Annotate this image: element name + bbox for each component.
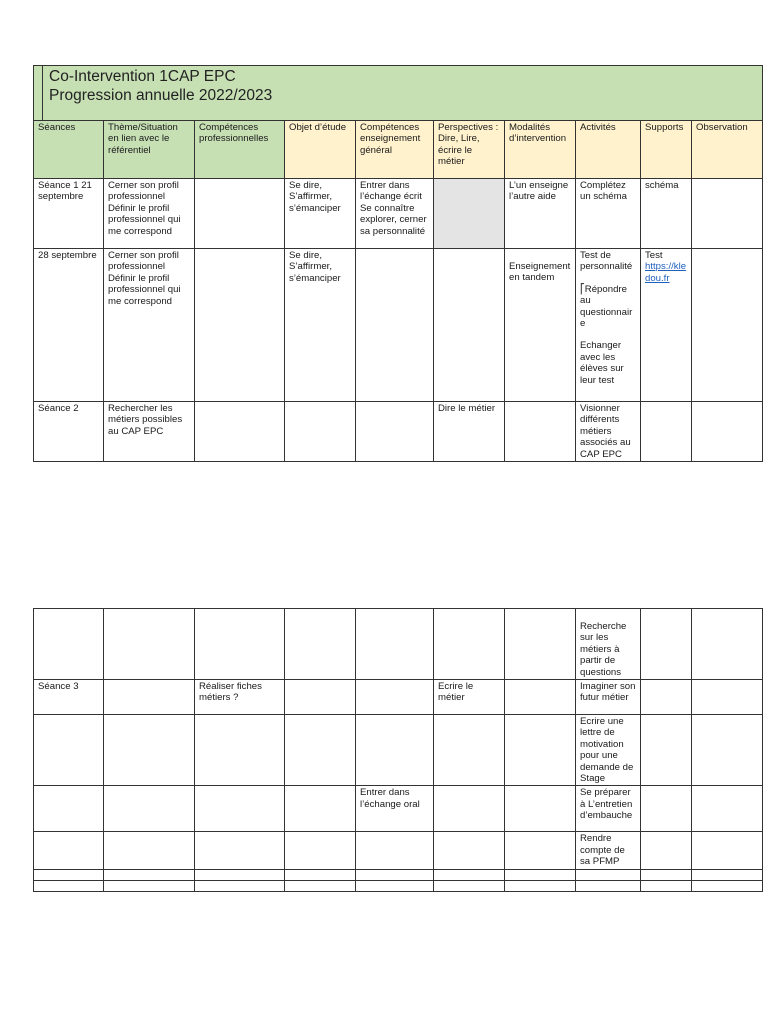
table-row — [34, 786, 763, 832]
header-modalites: Modalités d’intervention — [505, 121, 576, 179]
cell-seance: Séance 1 21 septembre — [34, 179, 104, 249]
header-theme: Thème/Situation en lien avec le référentiel — [104, 121, 195, 179]
header-observation: Observation — [692, 121, 763, 179]
table-row — [34, 680, 763, 715]
header-objet: Objet d’étude — [285, 121, 356, 179]
supports-link[interactable]: https://kledou.fr — [645, 261, 687, 284]
cell-comp-pro — [195, 402, 285, 462]
cell-activites: Recherche sur les métiers à partir de questions — [576, 609, 641, 680]
progression-table-continued — [33, 608, 763, 892]
cell-observation — [692, 249, 763, 402]
cell-activites: Complétez un schéma — [576, 179, 641, 249]
header-perspectives: Perspectives : Dire, Lire, écrire le métier — [434, 121, 505, 179]
cell-theme: Cerner son profil professionnel Définir le profil professionnel qui me correspond — [104, 179, 195, 249]
table-row — [34, 869, 763, 880]
cell-modalites: L’un enseigne l’autre aide — [505, 179, 576, 249]
cell-activites: Test de personnalité ⎡Répondre au questionnaire Echanger avec les élèves sur leur test — [576, 249, 641, 402]
cell-perspectives — [434, 179, 505, 249]
cell-seance: Séance 2 — [34, 402, 104, 462]
cell-perspectives — [434, 249, 505, 402]
cell-seance: 28 septembre — [34, 249, 104, 402]
title-line-1: Co-Intervention 1CAP EPC — [49, 68, 236, 85]
table-row — [34, 609, 763, 680]
cell-activites: Se préparer à L’entretien d’embauche — [576, 786, 641, 832]
cell-objet: Se dire, S’affirmer, s’émanciper — [285, 179, 356, 249]
cell-comp-pro: Réaliser fiches métiers ? — [195, 680, 285, 715]
cell-comp-pro — [195, 249, 285, 402]
cell-supports: Test https://kledou.fr — [641, 249, 692, 402]
table-row — [34, 179, 763, 249]
cell-comp-gen — [356, 402, 434, 462]
title-line-2: Progression annuelle 2022/2023 — [49, 87, 273, 104]
cell-supports — [641, 402, 692, 462]
cell-activites: Rendre compte de sa PFMP — [576, 832, 641, 869]
cell-comp-gen — [356, 249, 434, 402]
header-row — [34, 121, 763, 179]
cell-objet: Se dire, S’affirmer, s’émanciper — [285, 249, 356, 402]
table-row — [34, 402, 763, 462]
cell-theme: Rechercher les métiers possibles au CAP EPC — [104, 402, 195, 462]
header-comp-pro: Compétences professionnelles — [195, 121, 285, 179]
cell-objet — [285, 402, 356, 462]
cell-supports: schéma — [641, 179, 692, 249]
table-row — [34, 715, 763, 786]
cell-observation — [692, 179, 763, 249]
cell-modalites: Enseignement en tandem — [505, 249, 576, 402]
cell-comp-gen: Entrer dans l’échange écrit Se connaître explorer, cerner sa personnalité — [356, 179, 434, 249]
table-row — [34, 880, 763, 891]
document-title — [34, 66, 763, 121]
cell-activites: Ecrire une lettre de motivation pour une demande de Stage — [576, 715, 641, 786]
progression-table — [33, 65, 763, 462]
table-row — [34, 832, 763, 869]
cell-perspectives: Dire le métier — [434, 402, 505, 462]
header-comp-gen: Compétences enseignement général — [356, 121, 434, 179]
cell-activites: Visionner différents métiers associés au CAP EPC — [576, 402, 641, 462]
header-supports: Supports — [641, 121, 692, 179]
cell-observation — [692, 402, 763, 462]
cell-theme: Cerner son profil professionnel Définir le profil professionnel qui me correspond — [104, 249, 195, 402]
cell-modalites — [505, 402, 576, 462]
cell-comp-pro — [195, 179, 285, 249]
table-row — [34, 249, 763, 402]
cell-activites: Imaginer son futur métier — [576, 680, 641, 715]
cell-comp-gen: Entrer dans l’échange oral — [356, 786, 434, 832]
cell-perspectives: Ecrire le métier — [434, 680, 505, 715]
header-seances: Séances — [34, 121, 104, 179]
header-activites: Activités — [576, 121, 641, 179]
cell-seance: Séance 3 — [34, 680, 104, 715]
